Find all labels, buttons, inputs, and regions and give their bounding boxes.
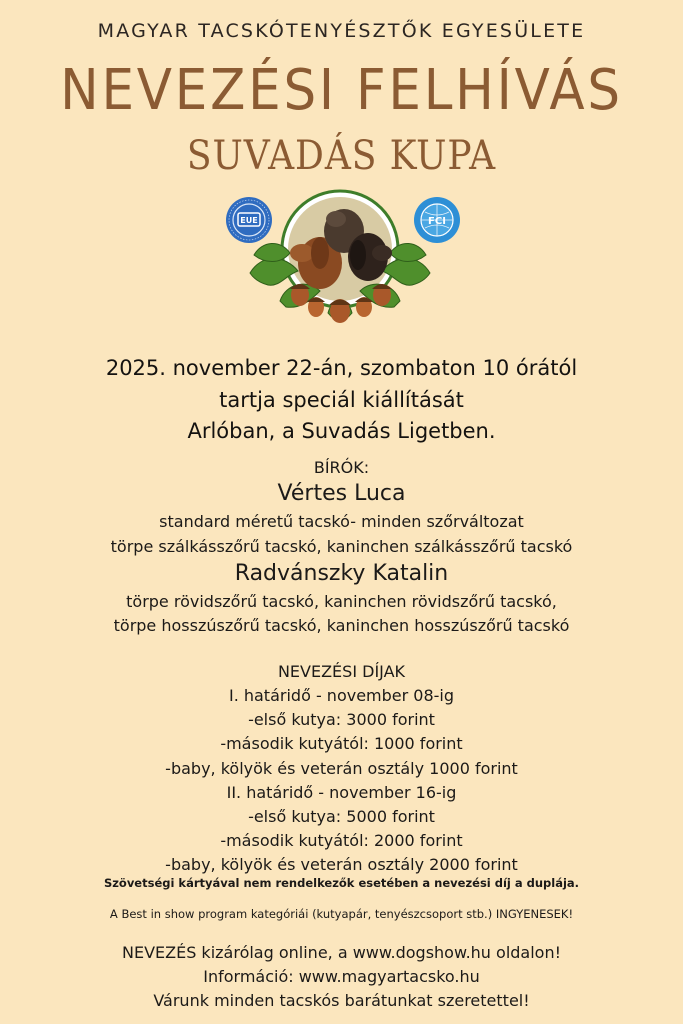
judge-name: Vértes Luca	[277, 481, 406, 506]
fee-line: -első kutya: 5000 forint	[248, 807, 435, 826]
website-info-line: Információ: www.magyartacsko.hu	[203, 967, 480, 986]
event-location-line: Arlóban, a Suvadás Ligetben.	[187, 419, 496, 443]
event-description-line: tartja speciál kiállítását	[219, 388, 464, 412]
closing-line: Várunk minden tacskós barátunkat szeretettel!	[153, 991, 530, 1010]
dachshund-emblem	[240, 183, 440, 343]
fee-line: -első kutya: 3000 forint	[248, 710, 435, 729]
judge-name: Radvánszky Katalin	[234, 561, 449, 586]
judge-breeds-line: törpe hosszúszőrű tacskó, kaninchen hosszúszőrű tacskó	[113, 616, 570, 635]
judge-breeds-line: törpe rövidszőrű tacskó, kaninchen rövidszőrű tacskó,	[126, 592, 557, 611]
fees-note: Szövetségi kártyával nem rendelkezők esetében a nevezési díj a duplája.	[103, 876, 580, 890]
fee-line: -baby, kölyök és veterán osztály 1000 forint	[165, 759, 518, 778]
event-date-line: 2025. november 22-án, szombaton 10 órától	[105, 356, 578, 380]
fee-line: I. határidő - november 08-ig	[228, 686, 455, 705]
judge-breeds-line: törpe szálkásszőrű tacskó, kaninchen szálkásszőrű tacskó	[110, 537, 573, 556]
fee-line: II. határidő - november 16-ig	[226, 783, 457, 802]
fee-line: -második kutyától: 2000 forint	[220, 831, 463, 850]
judge-breeds-line: standard méretű tacskó- minden szőrváltozat	[159, 512, 524, 531]
entry-info-line: NEVEZÉS kizárólag online, a www.dogshow.hu oldalon!	[121, 943, 562, 962]
fci-seal-text: FCI	[428, 216, 446, 227]
organization-name: MAGYAR TACSKÓTENYÉSZTŐK EGYESÜLETE	[97, 20, 586, 42]
fee-line: -második kutyától: 1000 forint	[220, 734, 463, 753]
poster-subtitle: SUVADÁS KUPA	[186, 133, 497, 179]
fee-line: -baby, kölyök és veterán osztály 2000 forint	[165, 855, 518, 874]
poster-title: NEVEZÉSI FELHÍVÁS	[60, 58, 623, 123]
eue-seal-text: EUE	[240, 216, 258, 225]
best-in-show-note: A Best in show program kategóriái (kutyapár, tenyészcsoport stb.) INGYENESEK!	[109, 907, 574, 921]
fees-heading: NEVEZÉSI DÍJAK	[277, 662, 406, 681]
judges-heading: BÍRÓK:	[313, 458, 370, 477]
